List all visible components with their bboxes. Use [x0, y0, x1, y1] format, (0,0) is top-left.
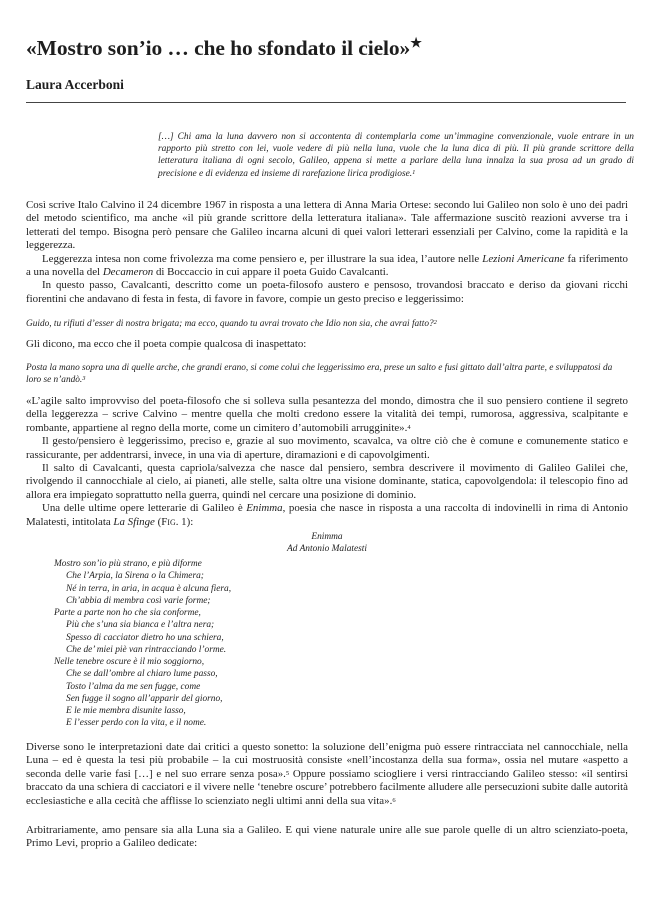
paragraph: [26, 199, 628, 306]
header-divider: [26, 102, 626, 103]
paragraph-text: Il gesto/pensiero è leggerissimo, preciso e, grazie al suo movimento, scavalca, va oltre ciò che è comune e comunemente statico e rassicurante, per addentrarsi, invece, in una via di aperture, diramazioni e di capovolgimenti.: [26, 435, 628, 461]
paragraph-text: Così scrive Italo Calvino il 24 dicembre 1967 in risposta a una lettera di Anna Maria Ortese: secondo lui Galileo non solo è uno dei padri del metodo scientifico, ma anche «il più grande scrittore della letteratura italiana». Tale affermazione suscitò reazioni avverse tra i letterati del tempo. Bisogna però pensare che Galileo incarna alcuni di quei valori letterari essenziali per Calvino, come la rapidità e la leggerezza.: [26, 199, 628, 252]
paragraph-text: Leggerezza intesa non come frivolezza ma come pensiero e, per illustrare la sua idea, l’autore nelle Lezioni Americane fa riferimento a una novella del Decameron di Boccaccio in cui appare il poeta Guido Cavalcanti.: [26, 252, 628, 279]
footnote-ref: 4: [407, 423, 411, 431]
poem-line: Spesso di cacciator dietro ho una schiera,: [66, 632, 224, 643]
poem-dedication: Ad Antonio Malatesti: [286, 544, 368, 554]
poem-line: Più che s’una sia bianca e l’altra nera;: [66, 620, 215, 631]
article-title: «Mostro son’io … che ho sfondato il cielo»★: [26, 35, 422, 60]
block-quote: Posta la mano sopra una di quelle arche, che grandi erano, si come colui che leggerissimo era, prese un salto e fusi gittato dall’altra parte, e sviluppatosi da loro se n’andò.$^3$: [26, 363, 613, 386]
paragraph-text: Il salto di Cavalcanti, questa capriola/salvezza che nasce dal pensiero, sembra descrivere il movimento di Galileo Galilei che, rivolgendo il cannocchiale al cielo, ai pianeti, alle stelle, salta oltre una visione dominante, statica, capovolgendola: il telescopio fino ad allora era impiegato soprattutto nella guerra, quindi nel cercare una posizione di dominio.: [26, 462, 628, 501]
poem-text: [54, 558, 231, 730]
poem-line: Sen fugge il sogno all’apparir del giorno,: [66, 693, 223, 704]
poem-line: E l’esser perdo con la vita, e il nome.: [66, 718, 207, 729]
poem-line: Che l’Arpia, la Sirena o la Chimera;: [66, 571, 204, 582]
figure-ref: Fig. 1: [161, 515, 187, 528]
paragraph: [26, 824, 628, 851]
block-quote: Guido, tu rifiuti d’esser di nostra brigata; ma ecco, quando tu avrai trovato che Idio non sia, che avrai fatto?$^2$: [26, 319, 437, 329]
poem-line: Che de’ miei piè van rintracciando l’orme.: [66, 644, 227, 655]
poem-line: E le mie membra disunite lasso,: [66, 706, 186, 716]
poem-line: Ch’abbia di membra così varie forme;: [66, 595, 211, 606]
paragraph: [26, 741, 628, 808]
paragraph-text: In questo passo, Cavalcanti, descritto come un poeta-filosofo austero e pensoso, trovandosi braccato e deriso da giovani ricchi fiorentini che andavano di festa in festa, di favore in favore, compie un gesto preciso e leggerissimo:: [26, 279, 628, 305]
epigraph: […] Chi ama la luna davvero non si accontenta di contemplarla come un’immagine convenzionale, vuole entrare in un rapporto più stretto con lei, vuole vedere di più nella luna, vuole che la luna dica di più. Il più grande scrittore della letteratura italiana di ogni secolo, Galileo, appena si mette a parlare della luna innalza la sua prosa ad un grado di precisione e di evidenza ed insieme di rarefazione lirica prodigiose.$^1$: [158, 132, 634, 179]
paragraph-text: Gli dicono, ma ecco che il poeta compie qualcosa di inaspettato:: [26, 338, 307, 350]
paragraph-text: «L’agile salto improvviso del poeta-filosofo che si solleva sulla pesantezza del mondo, dimostra che il suo pensiero contiene il segreto della leggerezza – scrive Calvino – mentre quella che molti credono essere la vitalità dei tempi, rumorosa, aggressiva, scalpitante e rombante, appartiene al regno della morte, come un cimitero d’automobili arrugginite».$^4$: [26, 395, 628, 434]
poem-line: Né in terra, in aria, in acqua è alcuna fiera,: [66, 583, 232, 594]
poem-title: Enimma: [311, 532, 343, 542]
poem-line: Mostro son’io più strano, e più diforme: [54, 559, 202, 569]
title-footnote-mark: ★: [410, 35, 422, 50]
poem-line: Parte a parte non ho che sia conforme,: [54, 608, 201, 618]
author-name: Laura Accerboni: [26, 77, 124, 92]
poem-line: Tosto l’alma da me sen fugge, come: [66, 681, 201, 692]
paragraph: [26, 395, 628, 529]
paragraph-text: Una delle ultime opere letterarie di Galileo è Enimma, poesia che nasce in risposta a una raccolta di indovinelli in rima di Antonio Malatesti, intitolata La Sfinge (Fig. 1):: [26, 502, 628, 528]
paragraph-text: Arbitrariamente, amo pensare sia alla Luna sia a Galileo. E qui viene naturale unire alle sue parole quelle di un altro scienziato-poeta, Primo Levi, proprio a Galileo dedicate:: [26, 824, 628, 850]
footnote-ref: 5: [285, 769, 290, 777]
poem-line: Che se dall’ombre al chiaro lume passo,: [66, 669, 218, 680]
footnote-ref: 3: [82, 375, 86, 383]
footnote-ref: 6: [392, 796, 396, 804]
footnote-ref: 1: [412, 168, 416, 176]
paragraph: [26, 338, 628, 351]
footnote-ref: 2: [433, 319, 437, 326]
paragraph-text: Diverse sono le interpretazioni date dai critici a questo sonetto: la soluzione dell’enigma può essere rintracciata nel cannocchiale, nella Luna – ed è questa la tesi più probabile – la cui mostruosità consiste «nell’incostanza della sua forma», ossia nel mutare «aspetto a seconda delle varie fasi […] e nel suo errare senza posa».$^5$ Oppure possiamo sciogliere i versi rintracciando Galileo stesso: «il sentirsi braccato da una schiera di cacciatori e il vivere nelle ‘tenebre oscure’ potrebbero facilmente alludere alle persecuzioni subite dalle autorità ecclesiastiche e alla cecità che afflisse lo scienziato negli ultimi anni della sua vita».$^6$: [26, 741, 628, 807]
poem-line: Nelle tenebre oscure è il mio soggiorno,: [54, 657, 205, 667]
